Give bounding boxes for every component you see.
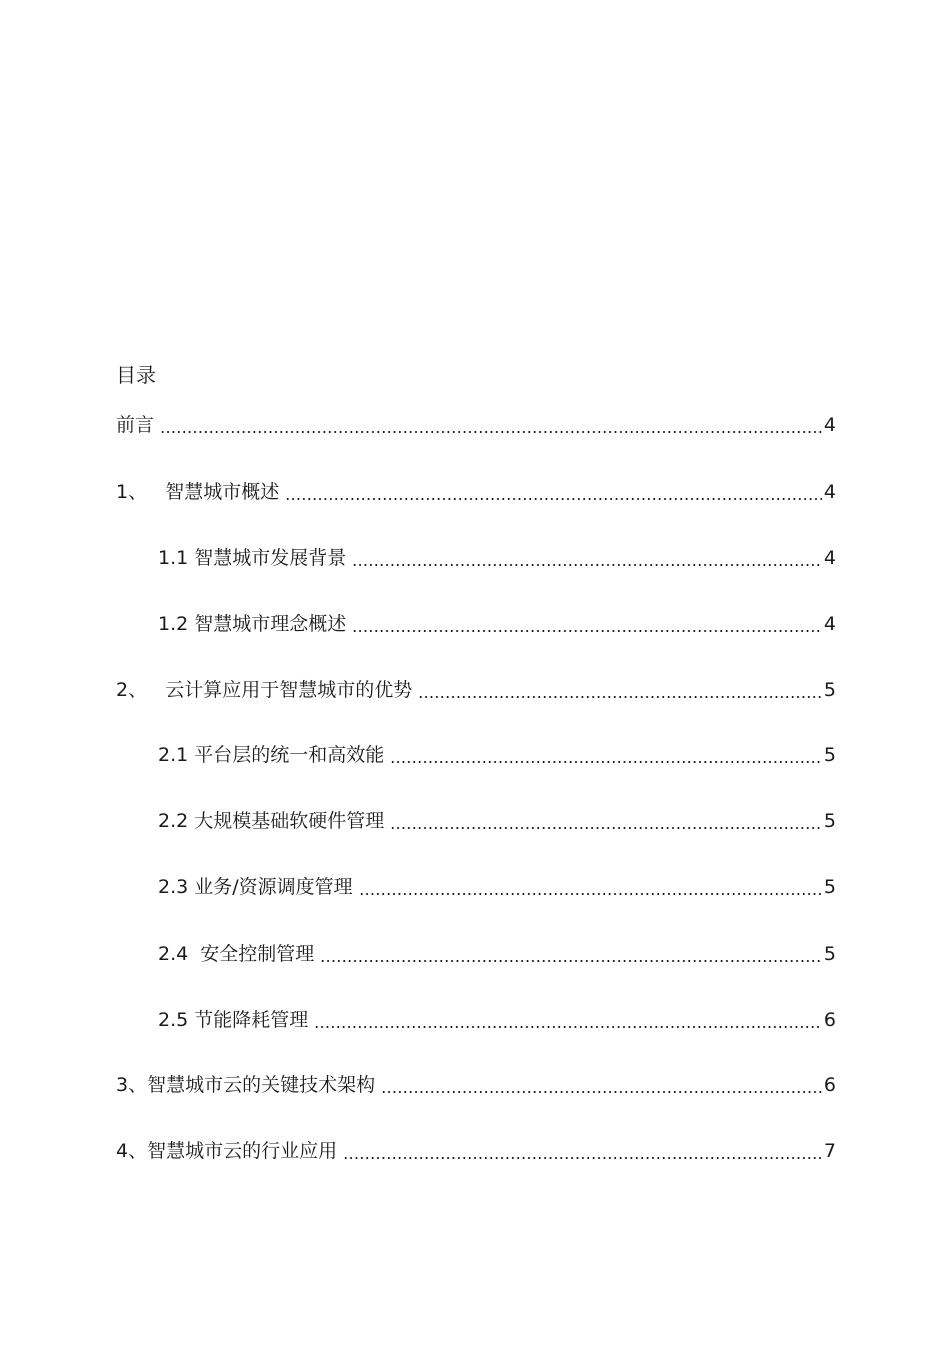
toc-entry[interactable] bbox=[158, 742, 836, 768]
toc-entry[interactable] bbox=[116, 412, 836, 438]
toc-leader-dots bbox=[381, 1072, 822, 1098]
toc-entry-page: 7 bbox=[823, 1140, 836, 1162]
toc-entry-label: 智慧城市理念概述 bbox=[194, 613, 353, 635]
toc-entry-number: 2.3 bbox=[158, 876, 195, 898]
toc-entry-page: 4 bbox=[823, 547, 836, 569]
toc-entry-number: 2、 bbox=[116, 679, 166, 701]
toc-entry-page: 5 bbox=[823, 679, 836, 701]
toc-leader-dots bbox=[320, 941, 822, 967]
toc-leader-dots bbox=[352, 611, 822, 637]
toc-leader-dots bbox=[390, 808, 822, 834]
toc-leader-dots bbox=[390, 742, 822, 768]
toc-entry-label: 安全控制管理 bbox=[200, 943, 321, 965]
toc-entry-page: 6 bbox=[823, 1074, 836, 1096]
toc-leader-dots bbox=[314, 1007, 822, 1033]
toc-entry[interactable] bbox=[158, 1007, 836, 1033]
toc-entry-number: 1.1 bbox=[158, 547, 195, 569]
toc-entry-label: 前言 bbox=[116, 414, 161, 436]
toc-entry-number: 4、 bbox=[116, 1140, 148, 1162]
toc-entry[interactable] bbox=[158, 611, 836, 637]
toc-entry-label: 业务/资源调度管理 bbox=[194, 876, 359, 898]
toc-entry-label: 云计算应用于智慧城市的优势 bbox=[165, 679, 419, 701]
toc-entry-label: 节能降耗管理 bbox=[194, 1009, 315, 1031]
toc-entry-number: 1、 bbox=[116, 481, 166, 503]
toc-entry[interactable] bbox=[116, 479, 836, 505]
toc-entry-page: 5 bbox=[823, 943, 836, 965]
toc-entry-number: 3、 bbox=[116, 1074, 148, 1096]
toc-leader-dots bbox=[160, 412, 822, 438]
toc-entry[interactable] bbox=[158, 874, 836, 900]
toc-entry-number: 2.4 bbox=[158, 943, 201, 965]
toc-entry-page: 5 bbox=[823, 744, 836, 766]
toc-entry-page: 4 bbox=[823, 414, 836, 436]
toc-title: 目录 bbox=[116, 363, 156, 387]
toc-entry-page: 4 bbox=[823, 613, 836, 635]
toc-entry-label: 平台层的统一和高效能 bbox=[194, 744, 391, 766]
toc-entry-label: 智慧城市云的关键技术架构 bbox=[147, 1074, 382, 1096]
toc-entry-page: 6 bbox=[823, 1009, 836, 1031]
toc-leader-dots bbox=[352, 545, 822, 571]
toc-leader-dots bbox=[418, 677, 822, 703]
toc-leader-dots bbox=[285, 479, 822, 505]
toc-entry-page: 5 bbox=[823, 810, 836, 832]
toc-entry-label: 智慧城市概述 bbox=[165, 481, 286, 503]
toc-entry[interactable] bbox=[116, 1072, 836, 1098]
toc-entry-number: 1.2 bbox=[158, 613, 195, 635]
toc-entry-label: 智慧城市云的行业应用 bbox=[147, 1140, 344, 1162]
toc-entry[interactable] bbox=[116, 677, 836, 703]
toc-entry-number: 2.1 bbox=[158, 744, 195, 766]
toc-leader-dots bbox=[359, 874, 822, 900]
toc-entry-label: 智慧城市发展背景 bbox=[194, 547, 353, 569]
toc-entry-number: 2.2 bbox=[158, 810, 195, 832]
toc-entry-page: 5 bbox=[823, 876, 836, 898]
toc-leader-dots bbox=[343, 1138, 822, 1164]
toc-entry[interactable] bbox=[158, 545, 836, 571]
toc-entry[interactable] bbox=[158, 808, 836, 834]
toc-entry-page: 4 bbox=[823, 481, 836, 503]
toc-entry[interactable] bbox=[116, 1138, 836, 1164]
toc-entry-number: 2.5 bbox=[158, 1009, 195, 1031]
toc-entry[interactable] bbox=[158, 941, 836, 967]
toc-entry-label: 大规模基础软硬件管理 bbox=[194, 810, 391, 832]
